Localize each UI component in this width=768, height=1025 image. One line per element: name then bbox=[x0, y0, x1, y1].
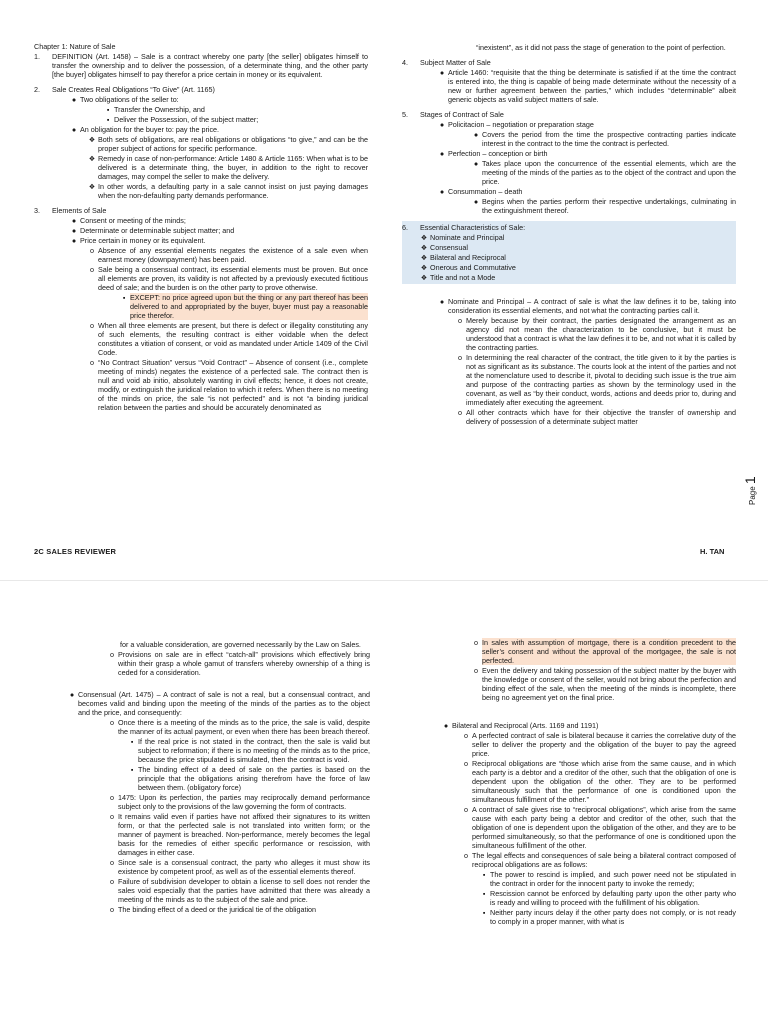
diamond-bullet-icon: ❖ bbox=[420, 263, 428, 272]
list-item: ❖ Onerous and Commutative bbox=[402, 263, 736, 272]
square-bullet-icon: ▪ bbox=[482, 870, 486, 879]
footer-author: H. TAN bbox=[700, 547, 725, 556]
circle-bullet-icon: o bbox=[110, 877, 114, 886]
section-2 bbox=[34, 85, 368, 200]
circle-bullet-icon: o bbox=[464, 851, 468, 860]
page1-left-column bbox=[34, 42, 368, 418]
page-label: Page bbox=[748, 486, 757, 505]
list-item: ❖ Nominate and Principal bbox=[402, 233, 736, 242]
list-item: ● An obligation for the buyer to: pay the price. bbox=[34, 125, 368, 134]
circle-bullet-icon: o bbox=[464, 759, 468, 768]
list-item: o Reciprocal obligations are “those which arise from the same cause, and in which each party is a debtor and a creditor of the other, such that the obligation of one is dependent upon the obligation of the other. They are to be performed simultaneously such that the performance of one is conditioned upon the simultaneous fulfillment of the other.” bbox=[440, 759, 736, 804]
bullet-icon: ● bbox=[473, 159, 479, 168]
circle-bullet-icon: o bbox=[110, 793, 114, 802]
page-2 bbox=[0, 580, 768, 1025]
list-item: ● Policitacion – negotiation or preparation stage bbox=[402, 120, 736, 129]
circle-bullet-icon: o bbox=[90, 246, 94, 255]
circle-bullet-icon: o bbox=[110, 812, 114, 821]
section-number: 6. bbox=[402, 223, 408, 232]
chapter-title: Chapter 1: Nature of Sale bbox=[34, 42, 116, 51]
list-item: ● Takes place upon the concurrence of the essential elements, which are the meeting of the minds of the parties as to the object of the contract and upon the price. bbox=[402, 159, 736, 186]
list-item: ● Nominate and Principal – A contract of sale is what the law defines it to be, taking into consideration its essential elements, and not what the contracting parties call it. bbox=[402, 297, 736, 315]
section-number: 4. bbox=[402, 58, 408, 67]
square-bullet-icon: ▪ bbox=[106, 115, 110, 124]
bullet-icon: ● bbox=[71, 95, 77, 104]
section-title: Essential Characteristics of Sale: bbox=[420, 223, 526, 232]
section-3 bbox=[34, 206, 368, 412]
section-6-box bbox=[402, 221, 736, 284]
list-item-highlighted: o In sales with assumption of mortgage, there is a condition precedent to the seller’s consent and without the approval of the mortgagee, the sale is not perfected. bbox=[440, 638, 736, 665]
bullet-icon: ● bbox=[439, 187, 445, 196]
bullet-icon: ● bbox=[473, 197, 479, 206]
bullet-icon: ● bbox=[439, 149, 445, 158]
list-item: ❖ Remedy in case of non-performance: Article 1480 & Article 1165: When what is to be delivered is a determinate thing, the buyer, in addition to the right to recover damages, may compel the seller to make the delivery. bbox=[34, 154, 368, 181]
bullet-icon: ● bbox=[439, 297, 445, 306]
section-title: Elements of Sale bbox=[52, 206, 107, 215]
circle-bullet-icon: o bbox=[458, 408, 462, 417]
section-title: Subject Matter of Sale bbox=[420, 58, 491, 67]
page2-right-column bbox=[440, 637, 736, 926]
footer-title: 2C SALES REVIEWER bbox=[34, 547, 117, 556]
page-marker bbox=[742, 476, 758, 505]
list-item: ▪ Transfer the Ownership, and bbox=[34, 105, 368, 114]
diamond-bullet-icon: ❖ bbox=[420, 253, 428, 262]
list-item: o Merely because by their contract, the parties designated the arrangement as an agency did not mean the characterization to be conclusive, but it must be understood that a contract is what the law defines it to be, and not what it is called by the contracting parties. bbox=[402, 316, 736, 352]
bullet-icon: ● bbox=[71, 226, 77, 235]
list-item: o Even the delivery and taking possession of the subject matter by the buyer with the knowledge or consent of the seller, would not bring about the perfection and binding effect of the sale, when the meeting of the minds is incomplete, there being no agreement yet on the final price. bbox=[440, 666, 736, 702]
circle-bullet-icon: o bbox=[464, 805, 468, 814]
section-1 bbox=[34, 52, 368, 79]
list-item: ● Price certain in money or its equivalent. bbox=[34, 236, 368, 245]
page-number: 1 bbox=[742, 476, 758, 485]
list-item: o When all three elements are present, but there is defect or illegality constituting any of such elements, the resulting contract is either voidable when the defect constitutes a vitiation of consent, or void as mandated under Article 1409 of the Civil Code. bbox=[34, 321, 368, 357]
bullet-icon: ● bbox=[69, 690, 75, 699]
list-item: ● Begins when the parties perform their respective undertakings, culminating in the extinguishment thereof. bbox=[402, 197, 736, 215]
list-item: o Absence of any essential elements negates the existence of a sale even when earnest money (downpayment) has been paid. bbox=[34, 246, 368, 264]
list-item: o “No Contract Situation” versus “Void Contract” – Absence of consent (i.e., complete meeting of minds) negates the existence of a perfected sale. The contract then is null and void ab initio, absolutely wanting in civil effects; hence, it does not create, modify, or extinguish the juridical relation to which it refers. When there is no meeting of the minds on price, the sale “is not perfected” and is not “a binding juridical relation between the parties and should be accurately denominated as bbox=[34, 358, 368, 412]
bullet-icon: ● bbox=[71, 125, 77, 134]
list-item: ❖ Consensual bbox=[402, 243, 736, 252]
section-5 bbox=[402, 110, 736, 215]
bullet-icon: ● bbox=[439, 68, 445, 77]
section-title: Sale Creates Real Obligations “To Give” (Art. 1165) bbox=[52, 85, 215, 94]
list-item: ▪ Deliver the Possession, of the subject matter; bbox=[34, 115, 368, 124]
circle-bullet-icon: o bbox=[458, 353, 462, 362]
section-number: 3. bbox=[34, 206, 40, 215]
list-item: o Once there is a meeting of the minds as to the price, the sale is valid, despite the manner of its actual payment, or even when there has been breach thereof. bbox=[66, 718, 370, 736]
section-number: 5. bbox=[402, 110, 408, 119]
list-item: ● Consensual (Art. 1475) – A contract of sale is not a real, but a consensual contract, and becomes valid and binding upon the meeting of the minds of the parties as to the object and the price, and consequently: bbox=[66, 690, 370, 717]
list-item: o A contract of sale gives rise to “reciprocal obligations”, which arise from the same cause with each party being a debtor and creditor of the other, such that the obligation of one is dependent upon the obligation of the other, and they are to be performed simultaneously, so that the performance of one is conditioned upon the simultaneous fulfillment of the other. bbox=[440, 805, 736, 850]
circle-bullet-icon: o bbox=[464, 731, 468, 740]
continued-text: for a valuable consideration, are governed necessarily by the Law on Sales. bbox=[120, 640, 361, 649]
circle-bullet-icon: o bbox=[458, 316, 462, 325]
list-item: ● Bilateral and Reciprocal (Arts. 1169 and 1191) bbox=[440, 721, 736, 730]
list-item: ❖ Title and not a Mode bbox=[402, 273, 736, 282]
circle-bullet-icon: o bbox=[90, 358, 94, 367]
continued-text: “inexistent”, as it did not pass the stage of generation to the point of perfection. bbox=[476, 43, 726, 52]
list-item: o Failure of subdivision developer to obtain a license to sell does not render the sales void especially that the parties have admitted that there was already a meeting of the minds as to the subject of the sale and price. bbox=[66, 877, 370, 904]
list-item: o 1475: Upon its perfection, the parties may reciprocally demand performance subject only to the provisions of the law governing the form of contracts. bbox=[66, 793, 370, 811]
list-item: o A perfected contract of sale is bilateral because it carries the correlative duty of the seller to deliver the property and the obligation of the buyer to pay the agreed price. bbox=[440, 731, 736, 758]
diamond-bullet-icon: ❖ bbox=[88, 182, 96, 191]
diamond-bullet-icon: ❖ bbox=[88, 154, 96, 163]
bullet-icon: ● bbox=[443, 721, 449, 730]
list-item: ▪ The binding effect of a deed of sale on the parties is based on the principle that the obligations arising therefrom have the force of law between them. (obligatory force) bbox=[66, 765, 370, 792]
definition-text: DEFINITION (Art. 1458) – Sale is a contract whereby one party [the seller] obligates himself to transfer the ownership and to deliver the possession, of a determinate thing, and the other party [the buyer] obligates himself to pay therefor a price certain in money or its equivalent. bbox=[52, 52, 368, 79]
square-bullet-icon: ▪ bbox=[130, 737, 134, 746]
bullet-icon: ● bbox=[71, 236, 77, 245]
list-item: ▪ The power to rescind is implied, and such power need not be stipulated in the contract in order for the innocent party to invoke the remedy; bbox=[440, 870, 736, 888]
diamond-bullet-icon: ❖ bbox=[420, 273, 428, 282]
circle-bullet-icon: o bbox=[90, 265, 94, 274]
list-item: ❖ Bilateral and Reciprocal bbox=[402, 253, 736, 262]
list-item: o The binding effect of a deed or the juridical tie of the obligation bbox=[66, 905, 370, 914]
square-bullet-icon: ▪ bbox=[482, 889, 486, 898]
page1-right-column bbox=[402, 42, 736, 426]
section-number: 2. bbox=[34, 85, 40, 94]
list-item: ▪ If the real price is not stated in the contract, then the sale is valid but subject to reformation; if there is no meeting of the minds as to the price, because the price stipulated is simulated, then the contract is void. bbox=[66, 737, 370, 764]
list-item: o Sale being a consensual contract, its essential elements must be proven. But once all elements are proven, its validity is not affected by a previously executed fictitious deed of sale; and the burden is on the other party to prove otherwise. bbox=[34, 265, 368, 292]
list-item: o Since sale is a consensual contract, the party who alleges it must show its existence by competent proof, as well as of the essential elements thereof. bbox=[66, 858, 370, 876]
square-bullet-icon: ▪ bbox=[122, 293, 126, 302]
list-item: ▪ Neither party incurs delay if the other party does not comply, or is not ready to comply in a proper manner, with what is bbox=[440, 908, 736, 926]
diamond-bullet-icon: ❖ bbox=[420, 233, 428, 242]
list-item: ❖ In other words, a defaulting party in a sale cannot insist on just paying damages when the non-defaulting party demands performance. bbox=[34, 182, 368, 200]
section-title: Stages of Contract of Sale bbox=[420, 110, 504, 119]
list-item: ● Perfection – conception or birth bbox=[402, 149, 736, 158]
page2-left-column bbox=[66, 639, 370, 914]
circle-bullet-icon: o bbox=[90, 321, 94, 330]
square-bullet-icon: ▪ bbox=[106, 105, 110, 114]
bullet-icon: ● bbox=[439, 120, 445, 129]
list-item: ● Covers the period from the time the prospective contracting parties indicate interest in the contract to the time the contract is perfected. bbox=[402, 130, 736, 148]
list-item: o All other contracts which have for their objective the transfer of ownership and delivery of possession of a determinate subject matter bbox=[402, 408, 736, 426]
diamond-bullet-icon: ❖ bbox=[420, 243, 428, 252]
list-item: ❖ Both sets of obligations, are real obligations or obligations “to give,” and can be the proper subject of actions for specific performance. bbox=[34, 135, 368, 153]
section-number: 1. bbox=[34, 52, 40, 61]
circle-bullet-icon: o bbox=[474, 638, 478, 647]
list-item: ● Two obligations of the seller to: bbox=[34, 95, 368, 104]
list-item: o The legal effects and consequences of sale being a bilateral contract composed of reciprocal obligations are as follows: bbox=[440, 851, 736, 869]
list-item: o Provisions on sale are in effect “catch-all” provisions which effectively bring within their grasp a whole gamut of transfers whereby ownership of a thing is ceded for a consideration. bbox=[66, 650, 370, 677]
list-item: ● Consummation – death bbox=[402, 187, 736, 196]
diamond-bullet-icon: ❖ bbox=[88, 135, 96, 144]
circle-bullet-icon: o bbox=[110, 718, 114, 727]
square-bullet-icon: ▪ bbox=[130, 765, 134, 774]
list-item: o It remains valid even if parties have not affixed their signatures to its written form, or that the perfected sale is not translated into written form; or the manner of payment is breached. Non-performance, merely becomes the legal basis for the remedies of either specific performance or rescission, with damages in either case. bbox=[66, 812, 370, 857]
list-item: ● Consent or meeting of the minds; bbox=[34, 216, 368, 225]
list-item: ● Article 1460: “requisite that the thing be determinate is satisfied if at the time the contract is entered into, the thing is capable of being made determinate without the necessity of a new or further agreement between the parties,” which includes “determinable” albeit generic objects as valid subject matters of sale. bbox=[402, 68, 736, 104]
list-item: ▪ Rescission cannot be enforced by defaulting party upon the other party who is ready and willing to proceed with the fulfillment of his obligation. bbox=[440, 889, 736, 907]
circle-bullet-icon: o bbox=[110, 650, 114, 659]
circle-bullet-icon: o bbox=[110, 905, 114, 914]
section-4 bbox=[402, 58, 736, 104]
bullet-icon: ● bbox=[71, 216, 77, 225]
circle-bullet-icon: o bbox=[474, 666, 478, 675]
list-item-highlighted: ▪ EXCEPT: no price agreed upon but the thing or any part thereof has been delivered to and appropriated by the buyer, buyer must pay a reasonable price therefor. bbox=[34, 293, 368, 320]
circle-bullet-icon: o bbox=[110, 858, 114, 867]
square-bullet-icon: ▪ bbox=[482, 908, 486, 917]
list-item: o In determining the real character of the contract, the title given to it by the parties is not as significant as its substance. The courts look at the intent of the parties and not at the nomenclature used to describe it, pivotal to deciding such issue is the true aim and purpose of the contracting parties as shown by the terminology used in the covenant, as well as “by their conduct, words, actions and deeds prior to, during and immediately after executing the agreement. bbox=[402, 353, 736, 407]
bullet-icon: ● bbox=[473, 130, 479, 139]
list-item: ● Determinate or determinable subject matter; and bbox=[34, 226, 368, 235]
